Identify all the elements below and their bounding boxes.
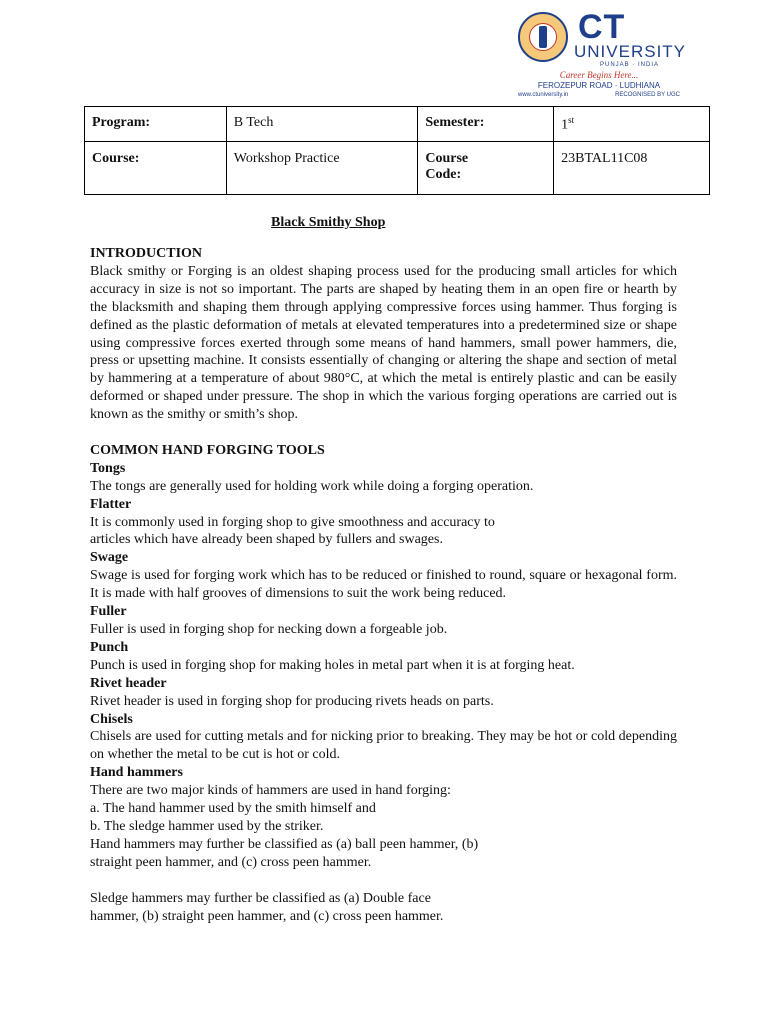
university-seal-icon: [518, 12, 568, 62]
flatter-heading: Flatter: [90, 496, 132, 512]
flatter-text-line1: It is commonly used in forging shop to give smoothness and accuracy to: [90, 514, 495, 530]
tools-heading: COMMON HAND FORGING TOOLS: [90, 442, 325, 458]
tongs-heading: Tongs: [90, 460, 126, 476]
intro-heading: INTRODUCTION: [90, 246, 203, 261]
tongs-text: The tongs are generally used for holding work while doing a forging operation.: [90, 478, 534, 494]
chisels-text: Chisels are used for cutting metals and for nicking prior to breaking. They may be hot or cold depending on whether the metal to be cut is hot or cold.: [90, 729, 677, 763]
chisels-heading: Chisels: [90, 711, 133, 727]
table-row: [85, 107, 710, 142]
fuller-heading: Fuller: [90, 604, 127, 620]
logo-tagline: Career Begins Here...: [559, 70, 639, 80]
hammers-text-line4: Hand hammers may further be classified as (a) ball peen hammer, (b): [90, 836, 479, 852]
university-logo: [516, 8, 687, 102]
table-row: [85, 142, 710, 195]
logo-university-text: UNIVERSITY: [574, 42, 687, 61]
hammers-text-line1: There are two major kinds of hammers are used in hand forging:: [90, 783, 451, 799]
course-code-label-line1: Course: [425, 151, 469, 166]
course-code-value: 23BTAL11C08: [554, 142, 710, 195]
rivet-header-heading: Rivet header: [90, 675, 167, 691]
semester-suffix: st: [568, 115, 575, 125]
hand-hammers-heading: Hand hammers: [90, 765, 183, 781]
course-info-table: [84, 106, 710, 195]
course-code-label: [418, 142, 554, 195]
punch-text: Punch is used in forging shop for making holes in metal part when it is at forging heat.: [90, 657, 575, 673]
course-label: Course:: [85, 142, 227, 195]
program-value: B Tech: [226, 107, 418, 142]
program-label: Program:: [85, 107, 227, 142]
hammers-text-line2: a. The hand hammer used by the smith himself and: [90, 801, 376, 817]
flatter-text-line2: articles which have already been shaped by fullers and swages.: [90, 532, 443, 548]
fuller-text: Fuller is used in forging shop for necking down a forgeable job.: [90, 622, 448, 638]
logo-ct-text: CT: [578, 8, 626, 46]
hammers-text-line5: straight peen hammer, and (c) cross peen hammer.: [90, 854, 372, 870]
semester-value: 1: [561, 117, 569, 133]
swage-text: Swage is used for forging work which has to be reduced or finished to round, square or hexagonal form. It is made with half grooves of dimensions to suit the work being reduced.: [90, 568, 677, 602]
course-code-label-line2: Code:: [425, 167, 462, 182]
semester-label: Semester:: [418, 107, 554, 142]
rivet-header-text: Rivet header is used in forging shop for producing rivets heads on parts.: [90, 693, 494, 709]
logo-address: FEROZEPUR ROAD · LUDHIANA: [537, 81, 661, 90]
punch-heading: Punch: [90, 639, 129, 655]
logo-recognition: RECOGNISED BY UGC: [615, 92, 680, 98]
hammers-text-line3: b. The sledge hammer used by the striker.: [90, 818, 324, 834]
sledge-text-line2: hammer, (b) straight peen hammer, and (c) cross peen hammer.: [90, 908, 444, 924]
swage-heading: Swage: [90, 550, 129, 566]
semester-cell: [554, 107, 710, 142]
logo-punjab-text: PUNJAB · INDIA: [600, 62, 660, 68]
page-title: Black Smithy Shop: [271, 215, 386, 230]
course-value: Workshop Practice: [226, 142, 418, 195]
document-body: [90, 245, 677, 925]
intro-paragraph: Black smithy or Forging is an oldest shaping process used for the producing small articles for which accuracy in size is not so important. The parts are shaped by heating them in an open fire or hearth by the blacksmith and shaping them through applying compressive forces using hammer. Thus forging is defined as the plastic deformation of metals at elevated temperatures into a predetermined size or shape using compressive forces exerted through some means of hand hammers, small power hammers, die, press or upsetting machine. It consists essentially of changing or altering the shape and section of metal by hammering at a temperature of about 980°C, at which the metal is entirely plastic and can be easily deformed or shaped under pressure. The shop in which the various forging operations are carried out is known as the smithy or smith’s shop.: [90, 263, 677, 423]
logo-website: www.ctuniversity.in: [518, 92, 569, 98]
sledge-text-line1: Sledge hammers may further be classified as (a) Double face: [90, 890, 431, 906]
